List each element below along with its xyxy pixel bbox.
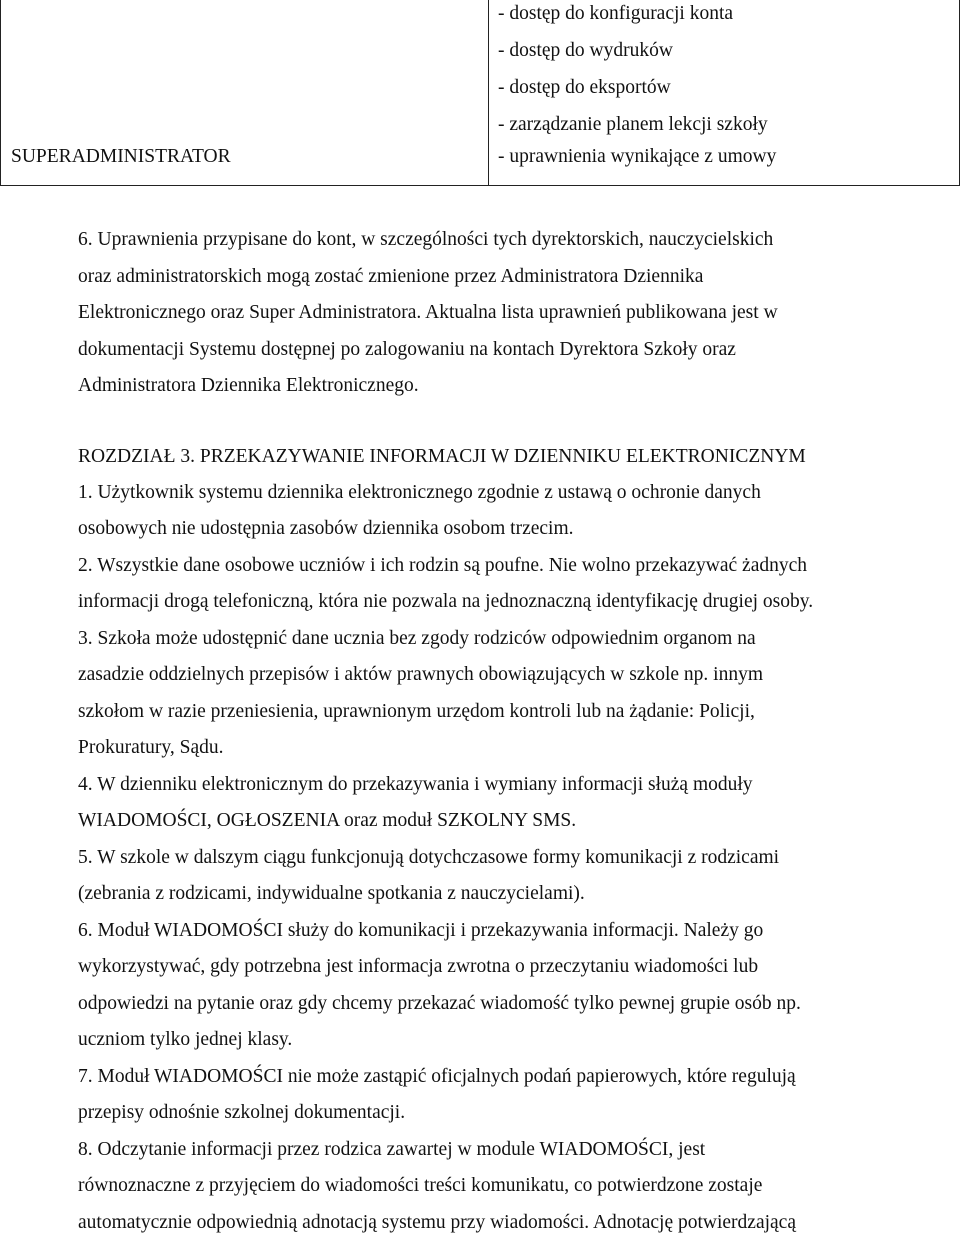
paragraph-line: WIADOMOŚCI, OGŁOSZENIA oraz moduł SZKOLNY SMS. [78, 810, 577, 831]
paragraph-line: wykorzystywać, gdy potrzebna jest informacja zwrotna o przeczytaniu wiadomości lub [78, 956, 759, 977]
permission-item: - dostęp do konfiguracji konta [498, 3, 734, 24]
paragraph-line: Administratora Dziennika Elektronicznego. [78, 375, 419, 396]
paragraph-line: uczniom tylko jednej klasy. [78, 1029, 293, 1050]
paragraph-line: 8. Odczytanie informacji przez rodzica zawartej w module WIADOMOŚCI, jest [78, 1138, 706, 1160]
permission-item: - zarządzanie planem lekcji szkoły [498, 114, 768, 135]
paragraph-line: 6. Moduł WIADOMOŚCI służy do komunikacji i przekazywania informacji. Należy go [78, 919, 764, 941]
paragraph-line: (zebrania z rodzicami, indywidualne spotkania z nauczycielami). [78, 883, 585, 904]
permissions-table [0, 0, 960, 186]
paragraph-line: przepisy odnośnie szkolnej dokumentacji. [78, 1102, 406, 1123]
paragraph-line: 5. W szkole w dalszym ciągu funkcjonują dotychczasowe formy komunikacji z rodzicami [78, 846, 780, 868]
paragraph-line: Prokuratury, Sądu. [78, 737, 224, 758]
permission-item: - dostęp do wydruków [498, 40, 673, 61]
paragraph-line: szkołom w razie przeniesienia, uprawnionym urzędom kontroli lub na żądanie: Policji, [78, 700, 755, 722]
paragraph-line: 2. Wszystkie dane osobowe uczniów i ich rodzin są poufne. Nie wolno przekazywać żadnych [78, 554, 808, 576]
paragraph-line: równoznaczne z przyjęciem do wiadomości treści komunikatu, co potwierdzone zostaje [78, 1175, 763, 1196]
paragraph-line: dokumentacji Systemu dostępnej po zalogowaniu na kontach Dyrektora Szkoły oraz [78, 338, 736, 360]
paragraph-line: odpowiedzi na pytanie oraz gdy chcemy przekazać wiadomość tylko pewnej grupie osób np. [78, 992, 801, 1014]
role-name: SUPERADMINISTRATOR [11, 146, 231, 167]
paragraph-line: Elektronicznego oraz Super Administratora. Aktualna lista uprawnień publikowana jest w [78, 302, 778, 323]
table-row [1, 0, 960, 186]
section-6-paragraph [78, 222, 878, 405]
paragraph-line: 7. Moduł WIADOMOŚCI nie może zastąpić oficjalnych podań papierowych, które regulują [78, 1065, 796, 1087]
paragraph-line: informacji drogą telefoniczną, która nie pozwala na jednoznaczną identyfikację drugiej osoby. [78, 591, 814, 612]
chapter-body [78, 475, 878, 1242]
document-body [78, 222, 878, 1241]
paragraph-line: 3. Szkoła może udostępnić dane ucznia bez zgody rodziców odpowiednim organom na [78, 627, 756, 649]
paragraph-line: 1. Użytkownik systemu dziennika elektronicznego zgodnie z ustawą o ochronie danych [78, 481, 761, 503]
chapter-heading: ROZDZIAŁ 3. PRZEKAZYWANIE INFORMACJI W DZIENNIKU ELEKTRONICZNYM [78, 445, 806, 467]
role-cell [1, 0, 489, 186]
paragraph-line: 6. Uprawnienia przypisane do kont, w szczególności tych dyrektorskich, nauczycielskich [78, 229, 774, 250]
permission-item: - dostęp do eksportów [498, 77, 671, 98]
permissions-cell [489, 0, 960, 186]
paragraph-line: osobowych nie udostępnia zasobów dziennika osobom trzecim. [78, 518, 574, 539]
paragraph-line: zasadzie oddzielnych przepisów i aktów prawnych obowiązujących w szkole np. innym [78, 664, 763, 685]
permission-item: - uprawnienia wynikające z umowy [498, 146, 777, 167]
paragraph-line: automatycznie odpowiednią adnotacją systemu przy wiadomości. Adnotację potwierdzającą [78, 1211, 796, 1233]
paragraph-line: 4. W dzienniku elektronicznym do przekazywania i wymiany informacji służą moduły [78, 773, 753, 795]
paragraph-line: oraz administratorskich mogą zostać zmienione przez Administratora Dziennika [78, 265, 704, 287]
